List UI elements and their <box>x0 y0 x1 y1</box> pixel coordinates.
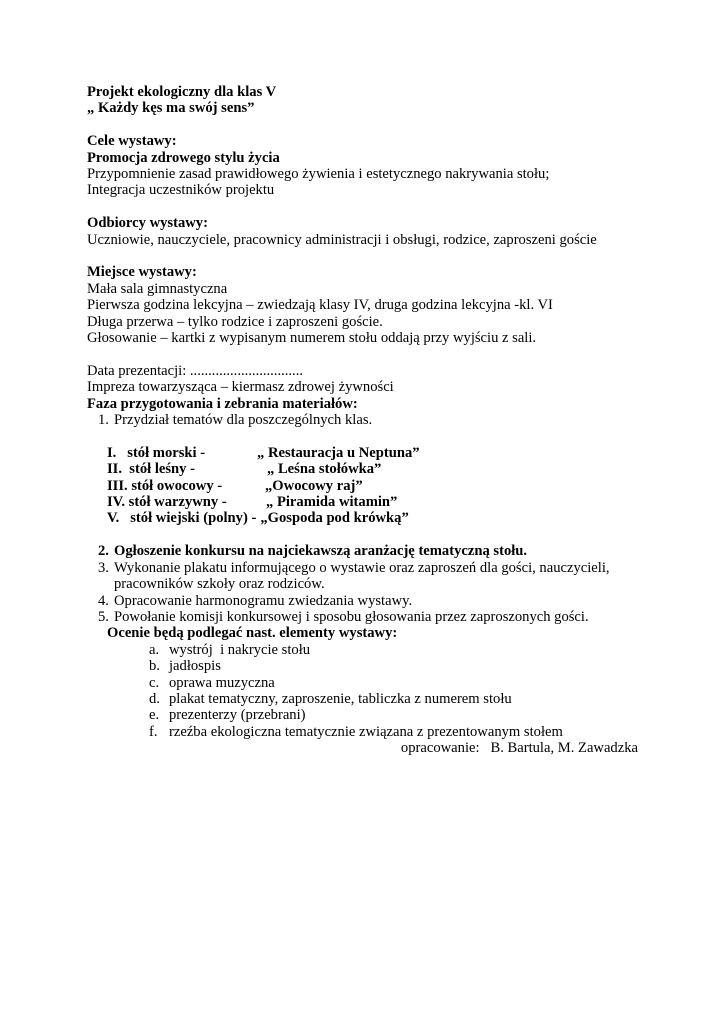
step-text: Opracowanie harmonogramu zwiedzania wystawy. <box>114 592 413 609</box>
criteria-text: oprawa muzyczna <box>169 674 275 691</box>
criteria-item <box>87 724 687 740</box>
step-number: 5. <box>98 608 109 625</box>
signature: opracowanie: B. Bartula, M. Zawadzka <box>400 740 638 757</box>
step-text: Powołanie komisji konkursowej i sposobu głosowania przez zaproszonych gości. <box>114 608 589 625</box>
table-theme: „ Piramida witamin” <box>266 494 398 511</box>
criteria-letter: a. <box>149 641 160 658</box>
table-theme: „Gospoda pod krówką” <box>260 510 409 527</box>
criteria-list <box>87 642 687 740</box>
presentation-event: Impreza towarzysząca – kiermasz zdrowej żywności <box>87 379 394 396</box>
step-number: 1. <box>98 412 109 429</box>
place-line-1: Mała sala gimnastyczna <box>87 280 228 297</box>
step-4 <box>87 593 687 609</box>
table-theme: „Owocowy raj” <box>265 477 363 494</box>
audience-text: Uczniowie, nauczyciele, pracownicy administracji i obsługi, rodzice, zaproszeni goście <box>87 231 597 248</box>
presentation-date: Data prezentacji: ............................... <box>87 362 304 379</box>
place-heading: Miejsce wystawy: <box>87 264 197 281</box>
criteria-text: wystrój i nakrycie stołu <box>169 641 311 658</box>
criteria-item <box>87 658 687 674</box>
spacer <box>87 428 687 444</box>
criteria-letter: e. <box>149 707 160 724</box>
phase-heading: Faza przygotowania i zebrania materiałów: <box>87 395 358 412</box>
table-label: I. stół morski - <box>107 444 206 461</box>
step-2 <box>87 543 687 559</box>
spacer <box>87 346 687 362</box>
criteria-item <box>87 707 687 723</box>
document-title: Projekt ekologiczny dla klas V <box>87 84 277 100</box>
step-number: 4. <box>98 592 109 609</box>
table-label: II. stół leśny - <box>107 461 195 478</box>
criteria-letter: c. <box>149 674 160 691</box>
table-assignment-row <box>87 494 687 510</box>
goals-line-2: Integracja uczestników projektu <box>87 182 275 199</box>
goals-heading: Cele wystawy: <box>87 133 177 150</box>
step-1 <box>87 412 687 428</box>
criteria-letter: d. <box>149 690 160 707</box>
spacer <box>87 117 687 133</box>
criteria-letter: f. <box>149 723 158 740</box>
criteria-item <box>87 642 687 658</box>
place-line-4: Głosowanie – kartki z wypisanym numerem stołu oddają przy wyjściu z sali. <box>87 330 537 347</box>
table-assignment-row <box>87 461 687 477</box>
step-number: 2. <box>98 543 109 560</box>
criteria-text: prezenterzy (przebrani) <box>169 707 306 724</box>
step-text: Ogłoszenie konkursu na najciekawszą aranżację tematyczną stołu. <box>114 543 528 560</box>
criteria-letter: b. <box>149 658 160 675</box>
table-assignment-row <box>87 510 687 526</box>
criteria-heading: Ocenie będą podlegać nast. elementy wystawy: <box>107 625 398 642</box>
step-5 <box>87 609 687 625</box>
table-label: IV. stół warzywny - <box>107 494 227 511</box>
goals-subheading: Promocja zdrowego stylu życia <box>87 149 280 166</box>
step-3 <box>87 560 687 593</box>
criteria-text: jadłospis <box>169 658 221 675</box>
table-label: V. stół wiejski (polny) - <box>107 510 257 527</box>
step-text: Przydział tematów dla poszczególnych klas. <box>114 412 373 429</box>
table-theme: „ Restauracja u Neptuna” <box>257 444 420 461</box>
spacer <box>87 527 687 543</box>
table-label: III. stół owocowy - <box>107 477 223 494</box>
table-assignment-row <box>87 478 687 494</box>
place-line-3: Długa przerwa – tylko rodzice i zaproszeni goście. <box>87 313 383 330</box>
document-page <box>87 84 687 757</box>
table-assignment-row <box>87 445 687 461</box>
table-theme: „ Leśna stołówka” <box>267 461 382 478</box>
criteria-text: rzeźba ekologiczna tematycznie związana z prezentowanym stołem <box>169 723 563 740</box>
spacer <box>87 248 687 264</box>
criteria-item <box>87 675 687 691</box>
audience-heading: Odbiorcy wystawy: <box>87 215 208 232</box>
criteria-item <box>87 691 687 707</box>
document-motto: „ Każdy kęs ma swój sens” <box>87 100 255 117</box>
table-assignments <box>87 445 687 527</box>
spacer <box>87 199 687 215</box>
step-text: Wykonanie plakatu informującego o wystawie oraz zaproszeń dla gości, nauczycieli, pracowników szkoły oraz rodziców. <box>114 559 610 593</box>
place-line-2: Pierwsza godzina lekcyjna – zwiedzają klasy IV, druga godzina lekcyjna -kl. VI <box>87 297 553 314</box>
step-number: 3. <box>98 559 109 576</box>
goals-line-1: Przypomnienie zasad prawidłowego żywienia i estetycznego nakrywania stołu; <box>87 166 550 183</box>
criteria-text: plakat tematyczny, zaproszenie, tabliczka z numerem stołu <box>169 690 512 707</box>
